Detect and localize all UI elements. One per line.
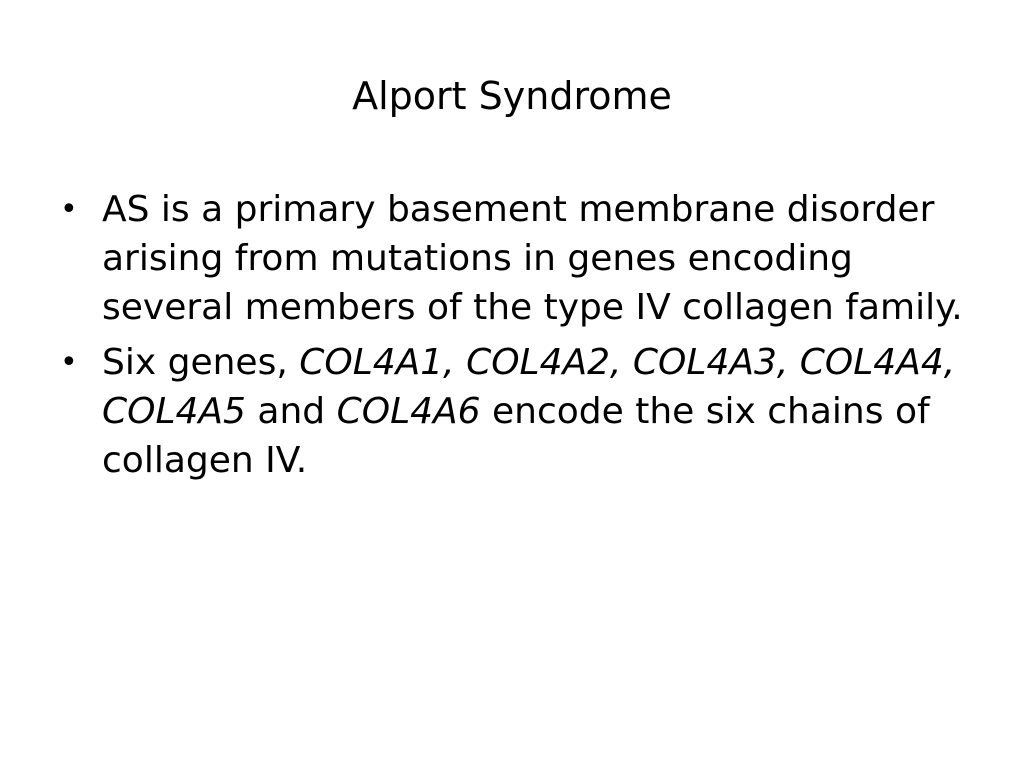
bullet-item-genes bbox=[60, 338, 990, 485]
bullet-text-conjunction: and bbox=[245, 391, 337, 432]
bullet-text-outro: encode the six chains of collagen IV. bbox=[102, 391, 930, 481]
bullet-text-intro: Six genes, bbox=[102, 342, 300, 383]
gene-name: COL4A6 bbox=[336, 391, 481, 432]
bullet-icon: • bbox=[60, 192, 78, 227]
gene-list: COL4A1, COL4A2, COL4A3, COL4A4, COL4A5 bbox=[102, 342, 956, 432]
bullet-text: AS is a primary basement membrane disorder arising from mutations in genes encoding several members of the type IV collagen family. bbox=[102, 189, 963, 328]
bullet-item-definition bbox=[60, 185, 990, 332]
bullet-icon: • bbox=[60, 345, 78, 380]
slide-title: Alport Syndrome bbox=[352, 74, 672, 118]
bullet-list bbox=[60, 185, 990, 491]
